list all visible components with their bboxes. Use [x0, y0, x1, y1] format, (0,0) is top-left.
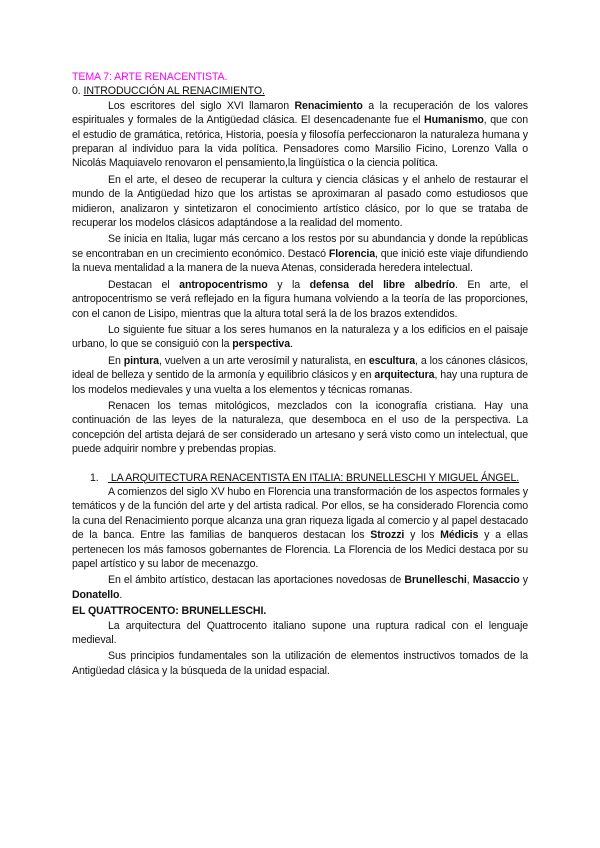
paragraph [72, 485, 528, 571]
paragraph [72, 573, 528, 602]
intro-heading-text: INTRODUCCIÓN AL RENACIMIENTO. [83, 85, 265, 98]
text-run: y [519, 574, 529, 587]
intro-body [72, 99, 528, 457]
bold-term: perspectiva [232, 338, 291, 351]
section-1-heading-text: LA ARQUITECTURA RENACENTISTA EN ITALIA: BRUNELLESCHI Y MIGUEL ÁNGEL. [108, 471, 520, 484]
text-run: En el ámbito artístico, destacan las aportaciones novedosas de [108, 574, 405, 587]
text-run: y a ellas pertenecen los más famosos gobernantes de Florencia. La Florencia de los Medici destaca por su papel artístico y su labor de mecenazgo. [72, 529, 528, 570]
paragraph [72, 649, 528, 678]
bold-term: escultura [368, 354, 416, 367]
bold-term: defensa del libre albedrío [309, 278, 455, 291]
intro-heading [72, 84, 528, 98]
text-run: y la [267, 278, 310, 291]
text-run: Los escritores del siglo XVI llamaron [108, 99, 295, 112]
bold-term: Médicis [440, 529, 479, 542]
text-run: , que con el estudio de gramática, retórica, Historia, poesía y filosofía perfeccionaron la naturaleza humana y preparan al individuo para la vida política. Pensadores como Marsilio Ficino, Lorenzo Valla o Nicolás Maquiavelo renovaron el pensamiento,la lingüística o la ciencia política. [72, 114, 529, 170]
text-run: , vuelven a un arte verosímil y naturalista, en [158, 354, 369, 367]
paragraph [72, 278, 528, 321]
section-1-body [72, 485, 528, 602]
text-run: Lo siguiente fue situar a los seres humanos en la naturaleza y a los edificios en el paisaje urbano, lo que se consiguió con la [72, 323, 528, 351]
text-run: En [108, 354, 124, 367]
bold-term: pintura [123, 354, 159, 367]
paragraph [72, 173, 528, 231]
bold-term: Renacimiento [294, 99, 363, 112]
text-run: . [119, 588, 123, 601]
text-run: Sus principios fundamentales son la utilización de elementos instructivos tomados de la Antigüedad clásica y la búsqueda de la unidad espacial. [72, 650, 528, 677]
quattrocento-body [72, 619, 528, 679]
text-run: La arquitectura del Quattrocento italiano supone una ruptura radical con el lenguaje medieval. [72, 619, 528, 647]
paragraph [72, 323, 528, 352]
text-run: A comienzos del siglo XV hubo en Florencia una transformación de los aspectos formales y temáticos y de la función del arte y del artista radical. Por ellos, se ha considerado Florencia como la cuna del Renacimiento porque alcanza una gran riqueza ligada al comercio y al papel destacado de la banca. Entre las familias de banqueros destacan los [72, 485, 528, 542]
bold-term: Florencia [328, 247, 376, 260]
text-run: a la recuperación de los valores espirituales y formales de la Antigüedad clásica. El desencadenante fue el [72, 99, 528, 127]
bold-term: Humanismo [424, 114, 484, 127]
text-run: . [290, 338, 293, 351]
intro-number: 0. [72, 85, 84, 98]
text-run: Destacan el [108, 278, 180, 291]
bold-term: Brunelleschi [404, 574, 467, 587]
bold-term: Strozzi [370, 529, 405, 542]
bold-term: antropocentrismo [179, 278, 268, 291]
text-run: , a los cánones clásicos, ideal de belleza y sentido de la armonía y equilibrio clásicos y en [72, 354, 528, 382]
text-run: , hay una ruptura de los modelos medievales y una vuelta a los elementos y técnicas romanas. [72, 369, 528, 396]
document-title: TEMA 7: ARTE RENACENTISTA. [72, 71, 228, 83]
section-1-number: 1. [90, 471, 99, 484]
paragraph [72, 99, 528, 171]
text-run: Renacen los temas mitológicos, mezclados con la iconografía cristiana. Hay una continuación de las leyes de la naturaleza, que desemboca en el uso de la perspectiva. La concepción del artista dejará de ser considerado un artesano y será visto como un intelectual, que puede adquirir nombre y prebendas propias. [72, 399, 528, 456]
text-run: . En arte, el antropocentrismo se verá reflejado en la figura humana volviendo a la teoría de las proporciones, con el canon de Lisipo, mientras que la altura total será la de los brazos extendidos. [72, 278, 529, 320]
paragraph [72, 354, 528, 397]
bold-term: arquitectura [374, 369, 435, 382]
text-run: Se inicia en Italia, lugar más cercano a los restos por su abundancia y donde la repúblicas se encontraban en un crecimiento económico. Destacó [72, 233, 528, 260]
paragraph [72, 232, 528, 275]
bold-term: Masaccio [472, 574, 520, 587]
paragraph [72, 399, 528, 457]
bold-term: Donatello [72, 588, 120, 601]
text-run: En el arte, el deseo de recuperar la cultura y ciencia clásicas y el anhelo de restaurar el mundo de la Antigüedad hizo que los artistas se aproximaran al pasado como estudiosos que midieron, analizaron y sintetizaron el conocimiento artístico clásico, por lo que se trataba de recuperar los modelos clásicos adaptándose a la realidad del momento. [72, 173, 528, 230]
document-page [72, 70, 528, 680]
text-run: , que inició este viaje difundiendo la nueva mentalidad a la manera de la nueva Atenas, considerada heredera intelectual. [72, 247, 529, 275]
quattrocento-heading: EL QUATTROCENTO: BRUNELLESCHI. [72, 605, 267, 618]
section-1-heading [90, 471, 528, 485]
paragraph [72, 619, 528, 648]
text-run: , [466, 574, 473, 587]
text-run: y los [404, 529, 441, 542]
